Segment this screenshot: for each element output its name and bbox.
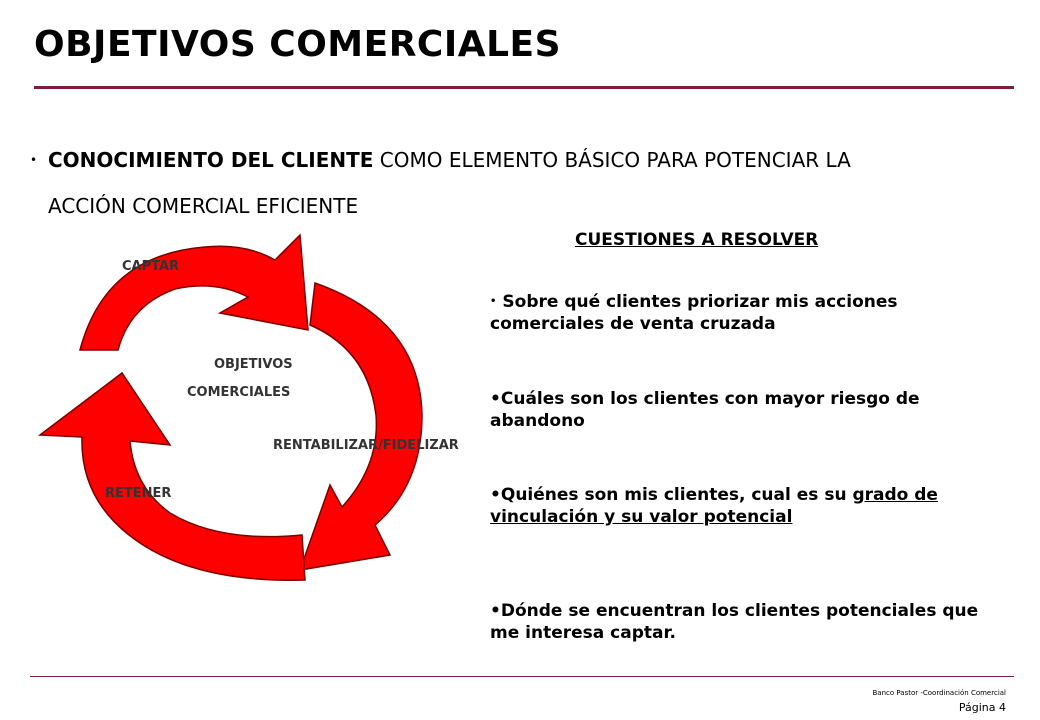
- question-1-text: Sobre qué clientes priorizar mis acciones comerciales de venta cruzada: [490, 292, 898, 334]
- main-bullet-rest: COMO ELEMENTO BÁSICO PARA POTENCIAR LA: [373, 148, 851, 172]
- question-3: [490, 484, 990, 528]
- bullet-dot-icon: •: [30, 153, 38, 167]
- rentabilizar-label: RENTABILIZAR/FIDELIZAR: [273, 438, 459, 453]
- retener-arrow: [40, 373, 305, 580]
- footer-divider: [30, 676, 1014, 677]
- cycle-diagram: [30, 225, 490, 595]
- question-3-underlined: grado de vinculación y su valor potencial: [490, 485, 938, 527]
- rentabilizar-arrow: [300, 283, 422, 570]
- main-bullet-bold: CONOCIMIENTO DEL CLIENTE: [48, 148, 374, 172]
- retener-label: RETENER: [105, 486, 172, 501]
- page-title: OBJETIVOS COMERCIALES: [34, 24, 562, 65]
- main-bullet-line1: [48, 136, 851, 184]
- main-bullet-line2: ACCIÓN COMERCIAL EFICIENTE: [48, 194, 359, 218]
- footer-organization: Banco Pastor -Coordinación Comercial: [872, 689, 1006, 697]
- center-label-line2: COMERCIALES: [187, 385, 291, 400]
- title-divider: [34, 86, 1014, 89]
- captar-arrow: [80, 235, 308, 350]
- page-number: Página 4: [958, 701, 1006, 714]
- question-1: [490, 291, 990, 335]
- small-bullet-icon: •: [490, 296, 497, 307]
- captar-label: CAPTAR: [122, 259, 180, 274]
- cuestiones-heading: CUESTIONES A RESOLVER: [575, 230, 819, 250]
- question-2: •Cuáles son los clientes con mayor riesgo de abandono: [490, 389, 920, 431]
- center-label-line1: OBJETIVOS: [214, 357, 293, 372]
- question-4: •Dónde se encuentran los clientes potenciales que me interesa captar.: [490, 601, 979, 643]
- question-3-text: •Quiénes son mis clientes, cual es su: [490, 485, 853, 505]
